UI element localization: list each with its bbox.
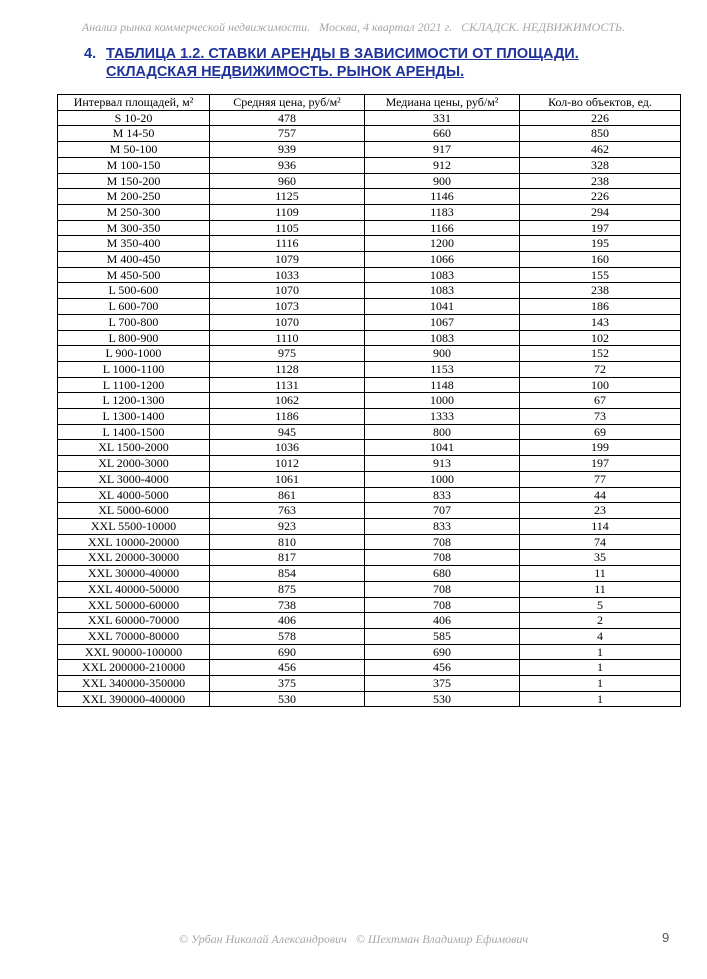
cell-median-price: 833 <box>365 487 520 503</box>
cell-object-count: 1 <box>520 691 681 707</box>
cell-object-count: 67 <box>520 393 681 409</box>
table-row <box>58 267 681 283</box>
table-row <box>58 471 681 487</box>
header-doc-title: Анализ рынка коммерческой недвижимости. <box>81 20 311 34</box>
cell-area-interval: M 100-150 <box>58 157 210 173</box>
running-header <box>0 20 707 35</box>
cell-area-interval: L 500-600 <box>58 283 210 299</box>
table-row <box>58 189 681 205</box>
footer-author-2: © Шехтман Владимир Ефимович <box>355 932 529 946</box>
cell-average-price: 975 <box>210 346 365 362</box>
cell-average-price: 875 <box>210 581 365 597</box>
cell-object-count: 199 <box>520 440 681 456</box>
page-number: 9 <box>662 930 670 945</box>
table-row <box>58 503 681 519</box>
cell-median-price: 1041 <box>365 440 520 456</box>
cell-area-interval: XL 4000-5000 <box>58 487 210 503</box>
cell-median-price: 680 <box>365 566 520 582</box>
cell-object-count: 69 <box>520 424 681 440</box>
cell-area-interval: XXL 50000-60000 <box>58 597 210 613</box>
cell-object-count: 195 <box>520 236 681 252</box>
cell-object-count: 35 <box>520 550 681 566</box>
header-section: СКЛАДСК. НЕДВИЖИМОСТЬ. <box>461 20 626 34</box>
cell-average-price: 1105 <box>210 220 365 236</box>
cell-median-price: 1083 <box>365 267 520 283</box>
table-row <box>58 424 681 440</box>
cell-area-interval: M 400-450 <box>58 252 210 268</box>
cell-median-price: 375 <box>365 676 520 692</box>
cell-area-interval: XXL 30000-40000 <box>58 566 210 582</box>
table-row <box>58 440 681 456</box>
cell-object-count: 152 <box>520 346 681 362</box>
cell-median-price: 912 <box>365 157 520 173</box>
cell-median-price: 690 <box>365 644 520 660</box>
cell-object-count: 1 <box>520 660 681 676</box>
cell-median-price: 833 <box>365 518 520 534</box>
table-row <box>58 361 681 377</box>
table-row <box>58 644 681 660</box>
cell-object-count: 226 <box>520 189 681 205</box>
cell-area-interval: L 1100-1200 <box>58 377 210 393</box>
cell-average-price: 1062 <box>210 393 365 409</box>
table-row <box>58 346 681 362</box>
table-row <box>58 676 681 692</box>
cell-area-interval: L 600-700 <box>58 299 210 315</box>
cell-object-count: 72 <box>520 361 681 377</box>
cell-average-price: 923 <box>210 518 365 534</box>
cell-area-interval: M 250-300 <box>58 204 210 220</box>
cell-area-interval: XXL 20000-30000 <box>58 550 210 566</box>
table-row <box>58 110 681 126</box>
cell-area-interval: XL 5000-6000 <box>58 503 210 519</box>
cell-average-price: 1110 <box>210 330 365 346</box>
cell-area-interval: XXL 390000-400000 <box>58 691 210 707</box>
cell-average-price: 1186 <box>210 409 365 425</box>
cell-median-price: 708 <box>365 534 520 550</box>
cell-average-price: 478 <box>210 110 365 126</box>
table-row <box>58 299 681 315</box>
cell-average-price: 1116 <box>210 236 365 252</box>
cell-area-interval: XXL 200000-210000 <box>58 660 210 676</box>
cell-median-price: 900 <box>365 173 520 189</box>
cell-object-count: 114 <box>520 518 681 534</box>
cell-median-price: 1083 <box>365 283 520 299</box>
cell-area-interval: S 10-20 <box>58 110 210 126</box>
table-row <box>58 126 681 142</box>
cell-object-count: 238 <box>520 283 681 299</box>
cell-area-interval: L 800-900 <box>58 330 210 346</box>
cell-area-interval: M 450-500 <box>58 267 210 283</box>
cell-median-price: 1333 <box>365 409 520 425</box>
cell-average-price: 690 <box>210 644 365 660</box>
cell-object-count: 160 <box>520 252 681 268</box>
cell-median-price: 708 <box>365 597 520 613</box>
cell-median-price: 1153 <box>365 361 520 377</box>
cell-area-interval: XL 1500-2000 <box>58 440 210 456</box>
cell-object-count: 102 <box>520 330 681 346</box>
cell-object-count: 23 <box>520 503 681 519</box>
cell-average-price: 1036 <box>210 440 365 456</box>
cell-average-price: 578 <box>210 628 365 644</box>
cell-object-count: 11 <box>520 566 681 582</box>
cell-object-count: 5 <box>520 597 681 613</box>
cell-median-price: 1200 <box>365 236 520 252</box>
cell-object-count: 238 <box>520 173 681 189</box>
cell-area-interval: XL 2000-3000 <box>58 456 210 472</box>
cell-object-count: 197 <box>520 220 681 236</box>
cell-area-interval: XXL 60000-70000 <box>58 613 210 629</box>
cell-average-price: 406 <box>210 613 365 629</box>
cell-median-price: 331 <box>365 110 520 126</box>
cell-object-count: 294 <box>520 204 681 220</box>
cell-median-price: 707 <box>365 503 520 519</box>
cell-area-interval: XXL 340000-350000 <box>58 676 210 692</box>
cell-area-interval: L 1400-1500 <box>58 424 210 440</box>
cell-object-count: 155 <box>520 267 681 283</box>
cell-average-price: 738 <box>210 597 365 613</box>
cell-average-price: 1109 <box>210 204 365 220</box>
column-header-median-price: Медиана цены, руб/м² <box>365 95 520 111</box>
table-row <box>58 628 681 644</box>
cell-object-count: 850 <box>520 126 681 142</box>
cell-average-price: 1079 <box>210 252 365 268</box>
table-row <box>58 220 681 236</box>
table-row <box>58 581 681 597</box>
cell-area-interval: M 50-100 <box>58 142 210 158</box>
cell-object-count: 186 <box>520 299 681 315</box>
cell-object-count: 74 <box>520 534 681 550</box>
cell-average-price: 1070 <box>210 314 365 330</box>
cell-median-price: 585 <box>365 628 520 644</box>
cell-median-price: 1066 <box>365 252 520 268</box>
cell-median-price: 530 <box>365 691 520 707</box>
cell-object-count: 44 <box>520 487 681 503</box>
table-header-row <box>58 95 681 111</box>
cell-area-interval: L 700-800 <box>58 314 210 330</box>
cell-average-price: 810 <box>210 534 365 550</box>
cell-object-count: 462 <box>520 142 681 158</box>
table-row <box>58 518 681 534</box>
cell-area-interval: M 14-50 <box>58 126 210 142</box>
table-row <box>58 236 681 252</box>
cell-average-price: 861 <box>210 487 365 503</box>
table-row <box>58 409 681 425</box>
table-row <box>58 204 681 220</box>
column-header-object-count: Кол-во объектов, ед. <box>520 95 681 111</box>
table-row <box>58 142 681 158</box>
page-footer <box>0 932 707 947</box>
cell-average-price: 945 <box>210 424 365 440</box>
cell-object-count: 2 <box>520 613 681 629</box>
cell-median-price: 1000 <box>365 471 520 487</box>
cell-average-price: 936 <box>210 157 365 173</box>
heading-title <box>106 45 666 81</box>
cell-average-price: 1070 <box>210 283 365 299</box>
cell-median-price: 708 <box>365 581 520 597</box>
footer-author-1: © Урбан Николай Александрович <box>178 932 347 946</box>
cell-median-price: 1041 <box>365 299 520 315</box>
cell-median-price: 1146 <box>365 189 520 205</box>
cell-object-count: 4 <box>520 628 681 644</box>
cell-area-interval: XXL 5500-10000 <box>58 518 210 534</box>
table-row <box>58 613 681 629</box>
cell-median-price: 708 <box>365 550 520 566</box>
cell-average-price: 757 <box>210 126 365 142</box>
table-row <box>58 660 681 676</box>
heading-number: 4. <box>84 46 97 62</box>
cell-area-interval: M 150-200 <box>58 173 210 189</box>
cell-object-count: 100 <box>520 377 681 393</box>
cell-area-interval: XXL 40000-50000 <box>58 581 210 597</box>
table-row <box>58 566 681 582</box>
cell-object-count: 11 <box>520 581 681 597</box>
cell-object-count: 328 <box>520 157 681 173</box>
column-header-area-interval: Интервал площадей, м² <box>58 95 210 111</box>
header-location-period: Москва, 4 квартал 2021 г. <box>319 20 453 34</box>
cell-median-price: 913 <box>365 456 520 472</box>
cell-average-price: 456 <box>210 660 365 676</box>
cell-area-interval: M 350-400 <box>58 236 210 252</box>
cell-area-interval: XXL 70000-80000 <box>58 628 210 644</box>
cell-object-count: 1 <box>520 676 681 692</box>
cell-object-count: 226 <box>520 110 681 126</box>
cell-object-count: 1 <box>520 644 681 660</box>
table-row <box>58 330 681 346</box>
cell-average-price: 1128 <box>210 361 365 377</box>
cell-median-price: 1000 <box>365 393 520 409</box>
table-row <box>58 487 681 503</box>
cell-median-price: 456 <box>365 660 520 676</box>
cell-median-price: 1148 <box>365 377 520 393</box>
cell-median-price: 1067 <box>365 314 520 330</box>
cell-area-interval: L 1000-1100 <box>58 361 210 377</box>
cell-object-count: 143 <box>520 314 681 330</box>
cell-median-price: 900 <box>365 346 520 362</box>
table-body <box>58 110 681 707</box>
cell-area-interval: L 900-1000 <box>58 346 210 362</box>
table-row <box>58 314 681 330</box>
cell-average-price: 939 <box>210 142 365 158</box>
cell-average-price: 375 <box>210 676 365 692</box>
cell-median-price: 917 <box>365 142 520 158</box>
table-row <box>58 393 681 409</box>
table-row <box>58 691 681 707</box>
cell-median-price: 1083 <box>365 330 520 346</box>
cell-median-price: 1166 <box>365 220 520 236</box>
heading-line-1: ТАБЛИЦА 1.2. СТАВКИ АРЕНДЫ В ЗАВИСИМОСТИ ОТ ПЛОЩАДИ. <box>106 46 579 62</box>
cell-area-interval: M 200-250 <box>58 189 210 205</box>
table-row <box>58 173 681 189</box>
cell-median-price: 1183 <box>365 204 520 220</box>
table-row <box>58 456 681 472</box>
table-row <box>58 597 681 613</box>
table-row <box>58 550 681 566</box>
cell-average-price: 1131 <box>210 377 365 393</box>
cell-average-price: 530 <box>210 691 365 707</box>
cell-object-count: 197 <box>520 456 681 472</box>
cell-median-price: 800 <box>365 424 520 440</box>
cell-median-price: 660 <box>365 126 520 142</box>
cell-area-interval: XXL 10000-20000 <box>58 534 210 550</box>
column-header-average-price: Средняя цена, руб/м² <box>210 95 365 111</box>
rent-rates-table <box>57 94 681 707</box>
cell-average-price: 1073 <box>210 299 365 315</box>
cell-average-price: 1012 <box>210 456 365 472</box>
cell-average-price: 763 <box>210 503 365 519</box>
cell-average-price: 1033 <box>210 267 365 283</box>
table-row <box>58 283 681 299</box>
cell-area-interval: L 1200-1300 <box>58 393 210 409</box>
cell-area-interval: XXL 90000-100000 <box>58 644 210 660</box>
cell-area-interval: M 300-350 <box>58 220 210 236</box>
cell-object-count: 73 <box>520 409 681 425</box>
cell-area-interval: XL 3000-4000 <box>58 471 210 487</box>
cell-area-interval: L 1300-1400 <box>58 409 210 425</box>
table-row <box>58 377 681 393</box>
table-row <box>58 157 681 173</box>
cell-object-count: 77 <box>520 471 681 487</box>
cell-average-price: 817 <box>210 550 365 566</box>
cell-average-price: 960 <box>210 173 365 189</box>
table-row <box>58 534 681 550</box>
cell-average-price: 1061 <box>210 471 365 487</box>
cell-average-price: 854 <box>210 566 365 582</box>
cell-median-price: 406 <box>365 613 520 629</box>
table-row <box>58 252 681 268</box>
cell-average-price: 1125 <box>210 189 365 205</box>
heading-line-2: СКЛАДСКАЯ НЕДВИЖИМОСТЬ. РЫНОК АРЕНДЫ. <box>106 64 465 80</box>
